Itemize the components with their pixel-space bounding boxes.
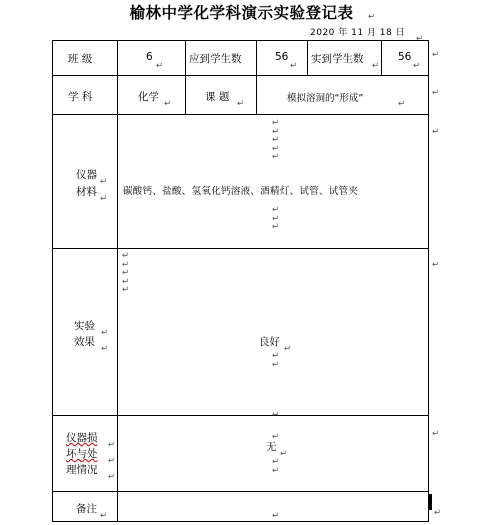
equipment-blank-lines-bottom: ↵ ↵ ↵	[272, 205, 280, 232]
actual-students-label: 实到学生数	[311, 53, 364, 65]
paragraph-mark: ↵	[368, 12, 376, 22]
column-divider	[256, 40, 257, 114]
class-label: 班 级	[68, 53, 93, 65]
expected-students-label: 应到学生数	[189, 53, 242, 65]
equipment-value: 碳酸钙、盐酸、氢氧化钙溶液、酒精灯、试管、试管夹	[123, 186, 359, 197]
cell-end-mark: ↵	[432, 429, 440, 439]
paragraph-mark: ↵	[101, 328, 109, 338]
paragraph-mark: ↵	[108, 456, 116, 466]
class-value: 6	[146, 51, 153, 63]
paragraph-mark: ↵	[100, 511, 108, 521]
equipment-label-line2: 材料	[76, 186, 97, 198]
paragraph-mark: ↵	[101, 344, 109, 354]
row-divider	[52, 248, 429, 249]
column-divider	[117, 40, 118, 521]
damage-label-line3: 理情况	[66, 464, 98, 476]
notes-label: 备注	[76, 503, 97, 515]
table-border-bottom	[52, 521, 429, 522]
cell-end-mark: ↵	[432, 127, 440, 137]
paragraph-mark: ↵	[416, 34, 424, 44]
subject-value: 化学	[138, 91, 159, 103]
paragraph-mark: ↵	[100, 177, 108, 187]
table-border-top	[52, 40, 429, 41]
row-divider	[52, 114, 429, 115]
result-blank-lines-bottom: ↵ ↵	[272, 351, 280, 370]
result-value: 良好	[259, 336, 280, 348]
paragraph-mark: ↵	[156, 61, 164, 71]
text-cursor	[429, 494, 432, 510]
damage-label-line2: 坏与处	[66, 448, 98, 460]
table-border-right	[428, 40, 429, 521]
table-border-left	[52, 40, 53, 521]
form-title: 榆林中学化学科演示实验登记表	[129, 4, 354, 22]
damage-blank-lines: ↵ ↵	[272, 457, 280, 476]
row-divider	[52, 75, 429, 76]
paragraph-mark: ↵	[272, 410, 280, 420]
row-divider	[52, 491, 429, 492]
cell-end-mark: ↵	[434, 508, 442, 518]
paragraph-mark: ↵	[164, 99, 172, 109]
subject-label: 学 科	[68, 91, 93, 103]
result-label-line2: 效果	[74, 336, 95, 348]
result-blank-lines: ↵ ↵ ↵ ↵ ↵	[122, 251, 130, 295]
column-divider	[381, 40, 382, 75]
paragraph-mark: ↵	[272, 432, 280, 442]
paragraph-mark: ↵	[284, 344, 292, 354]
expected-students-value: 56	[275, 51, 289, 63]
damage-label-line1: 仪器损	[66, 432, 98, 444]
column-divider	[307, 40, 308, 75]
result-label-line1: 实验	[74, 320, 95, 332]
form-date: 2020 年 11 月 18 日	[310, 28, 406, 38]
paragraph-mark: ↵	[280, 449, 288, 459]
column-divider	[185, 40, 186, 114]
row-divider	[52, 415, 429, 416]
cell-end-mark: ↵	[432, 260, 440, 270]
paragraph-mark: ↵	[413, 61, 421, 71]
damage-value: 无	[266, 441, 277, 453]
equipment-label-line1: 仪器	[76, 169, 97, 181]
paragraph-mark: ↵	[272, 511, 280, 521]
paragraph-mark: ↵	[290, 61, 298, 71]
paragraph-mark: ↵	[100, 194, 108, 204]
cell-end-mark: ↵	[432, 50, 440, 60]
paragraph-mark: ↵	[108, 472, 116, 482]
topic-value: 模拟溶洞的“形成”	[287, 93, 364, 104]
paragraph-mark: ↵	[108, 440, 116, 450]
paragraph-mark: ↵	[372, 61, 380, 71]
topic-label: 课 题	[205, 91, 230, 103]
paragraph-mark: ↵	[398, 99, 406, 109]
cell-end-mark: ↵	[432, 88, 440, 98]
actual-students-value: 56	[398, 51, 412, 63]
paragraph-mark: ↵	[237, 99, 245, 109]
equipment-blank-lines-top: ↵ ↵ ↵ ↵ ↵	[272, 118, 280, 162]
